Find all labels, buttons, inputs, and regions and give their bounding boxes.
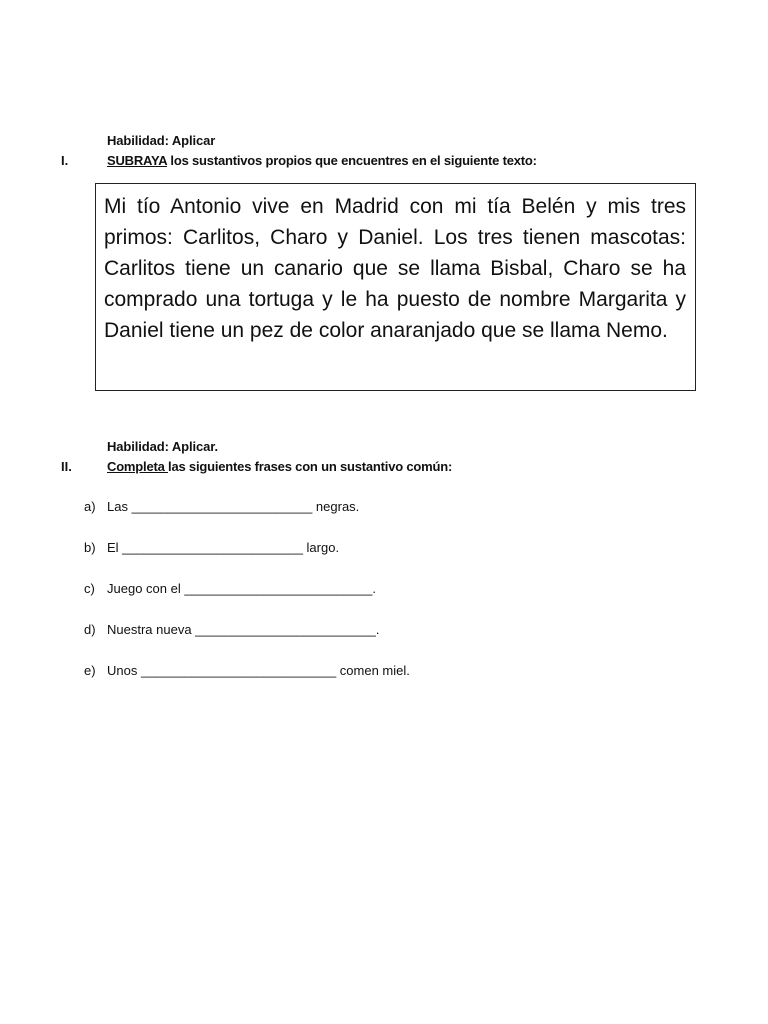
list-item[interactable]: [84, 620, 410, 661]
list-item[interactable]: [84, 538, 410, 579]
reading-passage[interactable]: Mi tío Antonio vive en Madrid con mi tía Belén y mis tres primos: Carlitos, Charo y Daniel. Los tres tienen mascotas: Carlitos tiene un canario que se llama Bisbal, Charo se ha comprado una tortuga y le ha puesto de nombre Margarita y Daniel tiene un pez de color anaranjado que se llama Nemo.: [104, 195, 686, 342]
section-1-instruction: [107, 153, 537, 168]
item-sentence: Juego con el __________________________.: [107, 581, 376, 596]
item-sentence: Las _________________________ negras.: [107, 499, 360, 514]
fill-in-list: [84, 497, 410, 702]
item-sentence: El _________________________ largo.: [107, 540, 340, 555]
item-letter: a): [84, 499, 96, 514]
section-2-instruction-text: las siguientes frases con un sustantivo común:: [168, 459, 453, 474]
item-letter: d): [84, 622, 96, 637]
list-item[interactable]: [84, 579, 410, 620]
section-1-numeral: I.: [61, 153, 69, 168]
item-sentence: Nuestra nueva _________________________.: [107, 622, 380, 637]
item-letter: e): [84, 663, 96, 678]
section-2-skill: Habilidad: Aplicar.: [107, 439, 219, 454]
item-sentence: Unos ___________________________ comen miel.: [107, 663, 410, 678]
section-1-instruction-keyword: SUBRAYA: [107, 153, 168, 168]
section-1-skill: Habilidad: Aplicar: [107, 133, 216, 148]
section-2-instruction: [107, 459, 452, 474]
list-item[interactable]: [84, 497, 410, 538]
reading-passage-box: [95, 183, 696, 391]
list-item[interactable]: [84, 661, 410, 702]
section-1-instruction-text: los sustantivos propios que encuentres en el siguiente texto:: [167, 153, 537, 168]
section-2-numeral: II.: [61, 459, 72, 474]
section-2-instruction-keyword: Completa: [107, 459, 169, 474]
item-letter: b): [84, 540, 96, 555]
item-letter: c): [84, 581, 95, 596]
